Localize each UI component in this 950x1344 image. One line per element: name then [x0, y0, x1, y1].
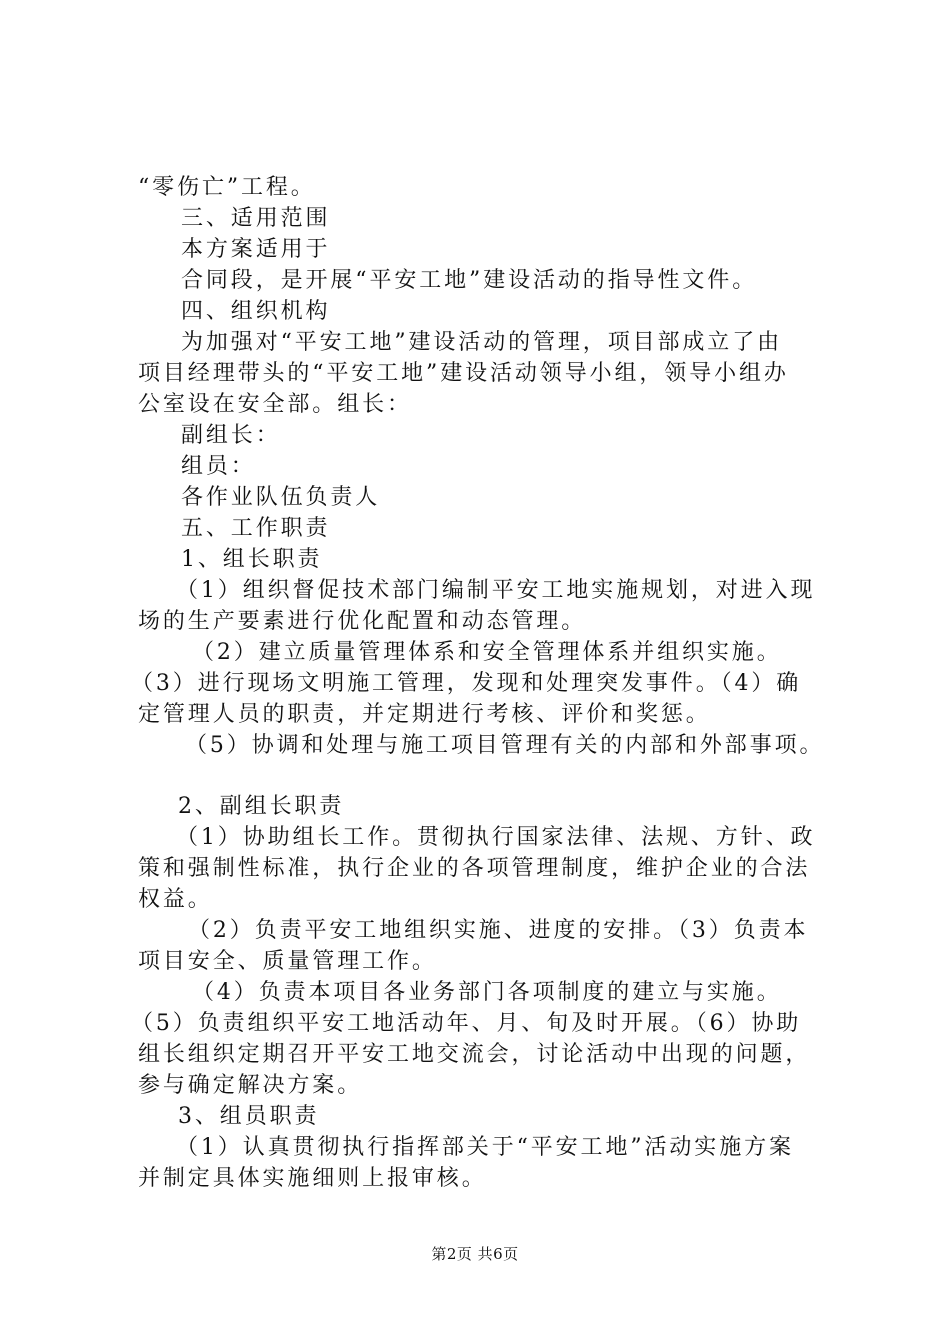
text-line: 各作业队伍负责人 [181, 485, 381, 510]
text-line: 项目经理带头的“平安工地”建设活动领导小组，领导小组办 [138, 361, 789, 386]
page-footer: 第2页 共6页 [431, 1245, 519, 1263]
section-heading: 三、适用范围 [181, 206, 331, 231]
section-heading: 四、组织机构 [181, 299, 331, 324]
subsection-heading: 1、组长职责 [181, 547, 323, 572]
text-line: （1）认真贯彻执行指挥部关于“平安工地”活动实施方案 [176, 1135, 794, 1160]
text-line: （3）进行现场文明施工管理，发现和处理突发事件。（4）确 [131, 671, 802, 696]
text-line: 为加强对“平安工地”建设活动的管理，项目部成立了由 [181, 330, 782, 355]
subsection-heading: 2、副组长职责 [178, 794, 345, 819]
text-line: 并制定具体实施细则上报审核。 [138, 1166, 487, 1191]
text-line: （4）负责本项目各业务部门各项制度的建立与实施。 [192, 980, 782, 1005]
text-line: 项目安全、质量管理工作。 [138, 949, 437, 974]
text-line: （2）建立质量管理体系和安全管理体系并组织实施。 [192, 640, 782, 665]
text-line: 副组长： [181, 423, 281, 448]
text-line: （5）协调和处理与施工项目管理有关的内部和外部事项。 [185, 733, 825, 758]
text-line: 组员： [181, 454, 256, 479]
subsection-heading: 3、组员职责 [178, 1104, 320, 1129]
text-line: 策和强制性标准，执行企业的各项管理制度，维护企业的合法 [138, 856, 811, 881]
text-line: （1）组织督促技术部门编制平安工地实施规划，对进入现 [176, 578, 816, 603]
text-line: 定管理人员的职责，并定期进行考核、评价和奖惩。 [138, 702, 711, 727]
text-line: 公室设在安全部。组长： [138, 392, 412, 417]
text-line: 本方案适用于 [181, 237, 331, 262]
text-line: 权益。 [138, 887, 213, 912]
text-line: “零伤亡”工程。 [138, 175, 316, 200]
text-line: 场的生产要素进行优化配置和动态管理。 [138, 609, 587, 634]
text-line: 参与确定解决方案。 [138, 1073, 363, 1098]
text-line: （2）负责平安工地组织实施、进度的安排。（3）负责本 [188, 918, 809, 943]
text-line: （1）协助组长工作。贯彻执行国家法律、法规、方针、政 [176, 825, 816, 850]
section-heading: 五、工作职责 [181, 516, 331, 541]
text-line: （5）负责组织平安工地活动年、月、旬及时开展。（6）协助 [131, 1011, 802, 1036]
text-line: 组长组织定期召开平安工地交流会，讨论活动中出现的问题， [138, 1042, 811, 1067]
text-line: 合同段，是开展“平安工地”建设活动的指导性文件。 [181, 268, 758, 293]
